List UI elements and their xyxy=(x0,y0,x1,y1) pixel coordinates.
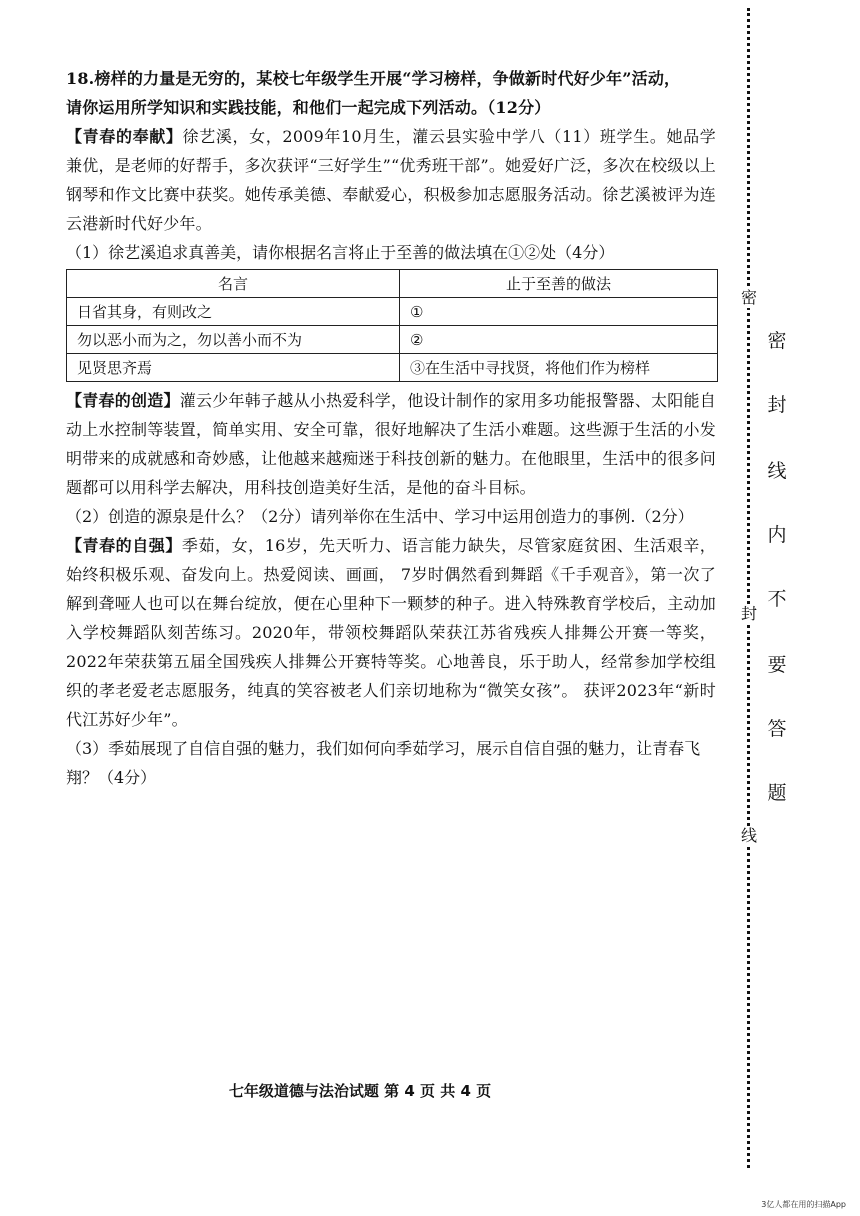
side-notice-char: 要 xyxy=(767,654,787,676)
table-header-practice: 止于至善的做法 xyxy=(400,270,718,298)
subquestion-2: （2）创造的源泉是什么？（2分）请列举你在生活中、学习中运用创造力的事例.（2分） xyxy=(66,507,694,526)
section-creation-tag: 【青春的创造】 xyxy=(66,391,180,410)
question-intro-line1: 18.榜样的力量是无穷的，某校七年级学生开展“学习榜样，争做新时代好少年”活动， xyxy=(66,69,681,88)
table-header-row xyxy=(67,270,718,298)
side-notice-char: 封 xyxy=(767,394,787,416)
section-self-reliance xyxy=(66,531,716,734)
side-notice-char: 密 xyxy=(767,330,787,352)
practice-cell: ③在生活中寻找贤，将他们作为榜样 xyxy=(400,354,718,382)
table-row xyxy=(67,326,718,354)
scanner-watermark: 3亿人都在用的扫描App xyxy=(761,1200,846,1209)
binding-mark-bottom: 线 xyxy=(736,826,762,846)
side-notice-char: 题 xyxy=(767,782,787,804)
side-notice-char: 不 xyxy=(767,588,787,610)
binding-mark-mid: 封 xyxy=(736,604,762,624)
maxim-cell: 见贤思齐焉 xyxy=(67,354,400,382)
section-dedication-tag: 【青春的奉献】 xyxy=(66,127,183,146)
practice-cell: ① xyxy=(400,298,718,326)
maxims-table xyxy=(66,269,718,382)
section-self-reliance-tag: 【青春的自强】 xyxy=(66,536,182,555)
page-footer: 七年级道德与法治试题 第 4 页 共 4 页 xyxy=(228,1082,492,1100)
table-row xyxy=(67,298,718,326)
section-creation-text: 灌云少年韩子越从小热爱科学，他设计制作的家用多功能报警器、太阳能自动上水控制等装置，简单实用、安全可靠，很好地解决了生活小难题。这些源于生活的小发明带来的成就感和奇妙感，让他越来越痴迷于科技创新的魅力。在他眼里，生活中的很多问题都可以用科学去解决，用科技创造美好生活，是他的奋斗目标。 xyxy=(66,391,716,497)
side-notice-char: 答 xyxy=(767,718,787,740)
question-content xyxy=(66,64,716,792)
practice-cell: ② xyxy=(400,326,718,354)
table-row xyxy=(67,354,718,382)
side-notice-char: 线 xyxy=(767,460,787,482)
subquestion-3: （3）季茹展现了自信自强的魅力，我们如何向季茹学习，展示自信自强的魅力，让青春飞翔？（4分） xyxy=(66,739,701,787)
binding-mark-top: 密 xyxy=(736,288,762,308)
subquestion-1: （1）徐艺溪追求真善美，请你根据名言将止于至善的做法填在①②处（4分） xyxy=(66,243,615,262)
dotted-line xyxy=(747,8,750,1168)
question-intro-line2: 请你运用所学知识和实践技能，和他们一起完成下列活动。（12分） xyxy=(66,98,551,117)
table-header-maxim: 名言 xyxy=(67,270,400,298)
section-dedication xyxy=(66,122,716,238)
section-dedication-text: 徐艺溪，女，2009年10月生，灌云县实验中学八（11）班学生。她品学兼优，是老师的好帮手，多次获评“三好学生”“优秀班干部”。她爱好广泛，多次在校级以上钢琴和作文比赛中获奖。她传承美德、奉献爱心，积极参加志愿服务活动。徐艺溪被评为连云港新时代好少年。 xyxy=(66,127,716,233)
side-notice-char: 内 xyxy=(767,524,787,546)
section-self-reliance-text: 季茹，女，16岁，先天听力、语言能力缺失，尽管家庭贫困、生活艰辛，始终积极乐观、奋发向上。热爱阅读、画画， 7岁时偶然看到舞蹈《千手观音》，第一次了解到聋哑人也可以在舞台绽放，便在心里种下一颗梦的种子。进入特殊教育学校后，主动加入学校舞蹈队刻苦练习。2020年，带领校舞蹈队荣获江苏省残疾人排舞公开赛一等奖，2022年荣获第五届全国残疾人排舞公开赛特等奖。心地善良，乐于助人，经常参加学校组织的孝老爱老志愿服务，纯真的笑容被老人们亲切地称为“微笑女孩”。 获评2023年“新时代江苏好少年”。 xyxy=(66,536,716,729)
maxim-cell: 日省其身，有则改之 xyxy=(67,298,400,326)
section-creation xyxy=(66,386,716,502)
maxim-cell: 勿以恶小而为之，勿以善小而不为 xyxy=(67,326,400,354)
